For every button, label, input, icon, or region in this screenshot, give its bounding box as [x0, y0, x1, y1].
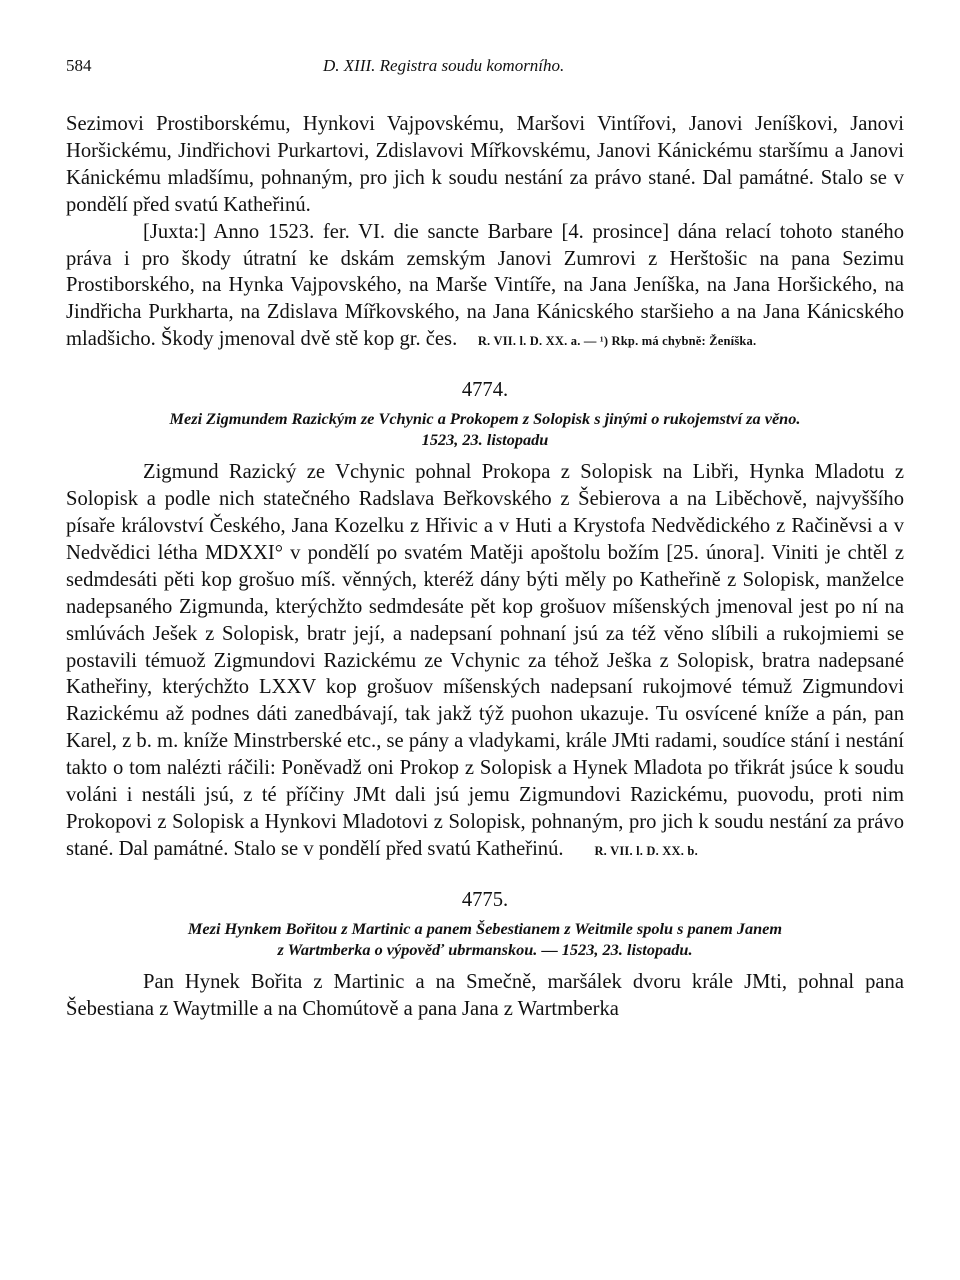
previous-entry-paragraph: Sezimovi Prostiborskému, Hynkovi Vajpovskému, Maršovi Vintířovi, Janovi Jeníškovi, Janovi Horšickému, Jindřichovi Purkartovi, Zdislavovi Mířkovskému, Janovi Kánickému staršímu a Janovi Kánickému mladšímu, pohnaným, pro jich k soudu nestání za právo stané. Dal památné. Stalo se v pondělí před svatú Katheřinú. — [66, 113, 904, 216]
running-title: D. XIII. Registra soudu komorního. — [323, 56, 565, 75]
document-page — [66, 52, 904, 1023]
entry-4774-body: Zigmund Razický ze Vchynic pohnal Prokopa z Solopisk na Libři, Hynka Mladotu z Solopisk a podle nich statečného Radslava Beřkovského z Šebierova a na Liběchově, najvyššího písaře království Českého, Jana Kozelku z Hřivic a v Huti a Krystofa Nedvědického z Račiněvsi a v Nedvědici létha MDXXI° v pondělí po svatém Matěji apoštolu božím [25. února]. Viniti je chtěl z sedmdesáti pěti kop grošuo míš. věnných, kteréž dány býti měly po Katheřině z Solopisk, manželce nadepsaného Zigmunda, kterýchžto sedmdesáte pět kop grošuov míšenských jmenoval jest po ní na smlúvách Ješek z Solopisk, bratr její, a nadepsaní pohnaní jsú za též věno slíbili a rukojmiemi se postavili témuož Zigmundovi Razickému ze Vchynic za téhož Ješka z Solopisk, bratra nadepsané Katheřiny, kterýchžto LXXV kop grošuov míšenských nadepsaní rukojmové témuž Zigmundovi Razickému až podnes dáti zanedbávají, tak jakž týž puohon ukazuje. Tu osvícené kníže a pán, pan Karel, z b. m. kníže Minstrberské etc., se pány a vladykami, krále JMti radami, soudíce stání i nestání takto o tom nalézti ráčili: Poněvadž oni Prokop z Solopisk a Hynek Mladota po třikrát jsúce k soudu voláni i nestáli jsú, z té příčiny JMt dali jsú jemu Zigmundovi Razickému, puovodu, proti nim Prokopovi z Solopisk a Hynkovi Mladotovi z Solopisk, pohnaným, pro jich k soudu nestání za právo stané. Dal památné. Stalo se v pondělí před svatú Katheřinú. — [66, 461, 904, 860]
page-number: 584 — [66, 56, 92, 75]
entry-number-4774: 4774. — [461, 379, 509, 402]
entry-4774-regest — [66, 408, 904, 450]
source-reference-4774: R. VII. l. D. XX. b. — [594, 843, 698, 858]
juxta-paragraph — [66, 219, 904, 356]
regest-4774-line-2: 1523, 23. listopadu — [421, 430, 549, 450]
regest-4774-line-1: Mezi Zigmundem Razickým ze Vchynic a Prokopem z Solopisk s jinými o rukojemství za věno. — [169, 409, 801, 429]
juxta-text: [Juxta:] Anno 1523. fer. VI. die sancte Barbare [4. prosince] dána relací tohoto staného práva i pro škody útratní ke dskám zemským Janovi Zumrovi z Herštošic na pana Sezimu Prostiborského, na Hynka Vajpovského, na Marše Vintíře, na Jana Jeníška, na Jana Horšického, na Jindřicha Purkharta, na Zdislava Mířkovského, na Jana Kánicského staršieho a na Jana Kánicského mladšicho. Škody jmenoval dvě stě kop gr. čes. — [66, 220, 904, 351]
entry-4775-regest — [66, 918, 904, 960]
entry-4774-text — [66, 459, 904, 865]
running-head — [66, 52, 904, 82]
regest-4775-line-1: Mezi Hynkem Bořitou z Martinic a panem Šebestianem z Weitmile spolu s panem Janem — [187, 918, 783, 938]
regest-4775-line-2: z Wartmberka o výpověď ubrmanskou. — 1523, 23. listopadu. — [277, 939, 693, 959]
source-reference-and-footnote: R. VII. l. D. XX. a. — ¹) Rkp. má chybně: Ženíška. — [477, 334, 757, 349]
entry-number-4775: 4775. — [461, 888, 509, 911]
entry-4775-text: Pan Hynek Bořita z Martinic a na Smečně, maršálek dvoru krále JMti, pohnal pana Šebestiana z Waytmille a na Chomútově a pana Jana z Wartmberka — [66, 970, 904, 1020]
